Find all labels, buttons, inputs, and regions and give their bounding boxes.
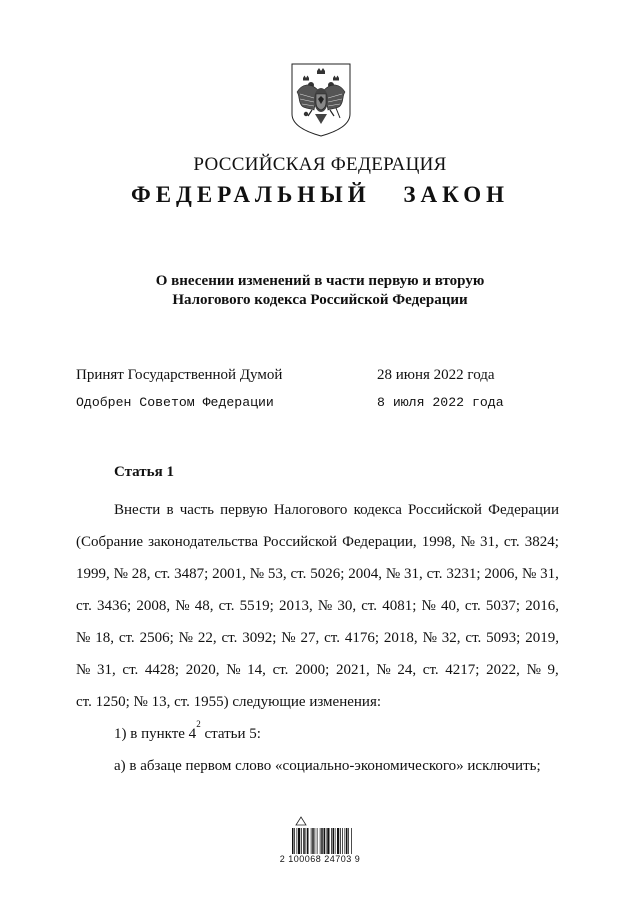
barcode-bar xyxy=(317,828,318,854)
barcode-bar xyxy=(320,828,321,854)
word: 2004, xyxy=(348,566,382,582)
body-line xyxy=(76,628,559,660)
word: 1999, xyxy=(76,566,110,582)
word: 2008, xyxy=(136,598,171,614)
word: 31, xyxy=(96,662,116,678)
item-1-suffix: статьи 5: xyxy=(200,726,261,742)
word: 53, xyxy=(267,566,287,582)
barcode-bar xyxy=(321,828,323,854)
word: законодательства xyxy=(148,534,258,550)
word: № xyxy=(249,566,265,582)
word: № xyxy=(460,534,475,550)
word: 3092; xyxy=(242,630,277,646)
word: ст. xyxy=(272,662,289,678)
approved-by-label: Одобрен Советом Федерации xyxy=(76,395,274,410)
word: № xyxy=(385,566,401,582)
word: ст. xyxy=(422,662,439,678)
word: кодекса xyxy=(353,502,402,518)
word: 4176; xyxy=(344,630,380,646)
word: часть xyxy=(179,502,214,518)
word: 1998, xyxy=(421,534,456,550)
barcode-bar xyxy=(326,828,327,854)
word: 32, xyxy=(441,630,461,646)
word: № xyxy=(281,630,296,646)
law-title-line-1: О внесении изменений в части первую и вторую xyxy=(155,273,485,289)
word: 2018, xyxy=(383,630,418,646)
adopted-by-label: Принят Государственной Думой xyxy=(76,367,283,383)
word: ст. xyxy=(324,630,340,646)
barcode-bar xyxy=(342,828,343,854)
barcode-bar xyxy=(303,828,305,854)
word: ст. xyxy=(122,662,139,678)
word: ст. xyxy=(154,566,171,582)
word: 2000; xyxy=(295,662,330,678)
word: 31, xyxy=(404,566,423,582)
word: 2006, xyxy=(484,566,519,582)
word: 2020, xyxy=(185,662,220,678)
word: 2016, xyxy=(525,598,559,614)
word: № xyxy=(178,630,193,646)
word: № xyxy=(226,662,241,678)
law-title xyxy=(100,272,540,310)
word: Российской xyxy=(408,502,482,518)
word: ст. xyxy=(464,598,481,614)
item-1-superscript: 2 xyxy=(196,719,201,729)
word: 14, xyxy=(247,662,266,678)
word: 3487; xyxy=(174,566,209,582)
word: № xyxy=(376,662,391,678)
word: ст. xyxy=(221,630,238,646)
barcode-bar xyxy=(346,828,348,854)
word: в xyxy=(166,502,174,518)
list-item xyxy=(76,756,559,788)
coat-of-arms-emblem xyxy=(290,62,352,138)
word: 27, xyxy=(300,630,320,646)
word: 2021, xyxy=(335,662,370,678)
barcode-bar xyxy=(351,828,352,854)
barcode-bar xyxy=(333,828,335,854)
barcode-logo xyxy=(295,816,307,828)
word: 24, xyxy=(397,662,417,678)
word: 5093; xyxy=(486,630,521,646)
body-line xyxy=(76,564,559,596)
word: 5519; xyxy=(239,598,274,614)
adopted-date: 28 июня 2022 года xyxy=(377,367,495,383)
word: ст. xyxy=(426,566,443,582)
word: № xyxy=(113,566,128,582)
word: 2506; xyxy=(139,630,174,646)
item-1-prefix: 1) в пункте 4 xyxy=(114,726,197,742)
word: № xyxy=(421,598,436,614)
item-1a-text: а) в абзаце первом слово «социально-экономического» исключить; xyxy=(114,758,541,774)
barcode-bar xyxy=(301,828,302,854)
word: № xyxy=(317,598,333,614)
word: 40, xyxy=(441,598,460,614)
word: № xyxy=(422,630,437,646)
word: Налогового xyxy=(273,502,348,518)
word: ст. xyxy=(218,598,235,614)
barcode-bar xyxy=(312,828,314,854)
law-title-line-2: Налогового кодекса Российской Федерации xyxy=(172,292,468,308)
country-name: РОССИЙСКАЯ ФЕДЕРАЦИЯ xyxy=(193,154,447,175)
word: ст. xyxy=(465,630,482,646)
word: 18, xyxy=(95,630,114,646)
body-line-text: ст. 1250; № 13, ст. 1955) следующие изменения: xyxy=(76,694,382,710)
word: ст. xyxy=(76,598,92,614)
word: 2013, xyxy=(278,598,313,614)
approved-date: 8 июля 2022 года xyxy=(377,395,504,410)
barcode-bar xyxy=(306,828,307,854)
word: 30, xyxy=(337,598,357,614)
word: 2001, xyxy=(212,566,246,582)
body-line xyxy=(76,500,559,532)
word: ст. xyxy=(118,630,135,646)
word: 48, xyxy=(194,598,214,614)
barcode-bar xyxy=(345,828,346,854)
word: 3436; xyxy=(97,598,132,614)
word: 22, xyxy=(197,630,217,646)
barcode-bar xyxy=(297,828,298,854)
barcode-bar xyxy=(311,828,312,854)
barcode-bar xyxy=(337,828,339,854)
word: 5026; xyxy=(310,566,345,582)
document-type: ФЕДЕРАЛЬНЫЙ ЗАКОН xyxy=(130,182,510,207)
word: ст. xyxy=(361,598,378,614)
barcode-bar xyxy=(324,828,326,854)
body-line xyxy=(76,532,559,564)
barcode-bar xyxy=(315,828,316,854)
body-line xyxy=(76,692,559,724)
word: 5037; xyxy=(485,598,521,614)
word: № xyxy=(76,630,91,646)
barcode-bar xyxy=(340,828,341,854)
word: Российской xyxy=(263,534,338,550)
list-item xyxy=(76,719,559,756)
barcode-bars xyxy=(292,828,376,854)
word: 4081; xyxy=(382,598,417,614)
word: ст. xyxy=(290,566,307,582)
word: 2019, xyxy=(525,630,559,646)
word: Федерации xyxy=(488,502,559,518)
word: 31, xyxy=(479,534,499,550)
word: 28, xyxy=(131,566,151,582)
word: 9, xyxy=(547,662,559,678)
body-line xyxy=(76,660,559,692)
word: (Собрание xyxy=(76,534,144,550)
word: Внести xyxy=(114,502,161,518)
word: 3824; xyxy=(524,534,559,550)
word: 4428; xyxy=(144,662,180,678)
word: 2022, xyxy=(486,662,520,678)
word: № xyxy=(175,598,190,614)
barcode-bar xyxy=(327,828,329,854)
barcode-bar xyxy=(335,828,336,854)
word: 31, xyxy=(540,566,559,582)
barcode-bar xyxy=(298,828,300,854)
word: № xyxy=(526,662,541,678)
article-heading: Статья 1 xyxy=(114,464,174,480)
barcode-bar xyxy=(292,828,294,854)
barcode-number: 2 100068 24703 9 xyxy=(279,854,361,864)
barcode-bar xyxy=(348,828,349,854)
word: ст. xyxy=(503,534,520,550)
article-body xyxy=(76,500,559,788)
word: № xyxy=(521,566,537,582)
barcode-bar xyxy=(294,828,295,854)
body-line xyxy=(76,596,559,628)
word: 3231; xyxy=(446,566,481,582)
word: Федерации, xyxy=(342,534,417,550)
barcode-bar xyxy=(331,828,332,854)
word: 4217; xyxy=(445,662,480,678)
barcode-bar xyxy=(307,828,309,854)
word: первую xyxy=(220,502,268,518)
word: № xyxy=(76,662,91,678)
